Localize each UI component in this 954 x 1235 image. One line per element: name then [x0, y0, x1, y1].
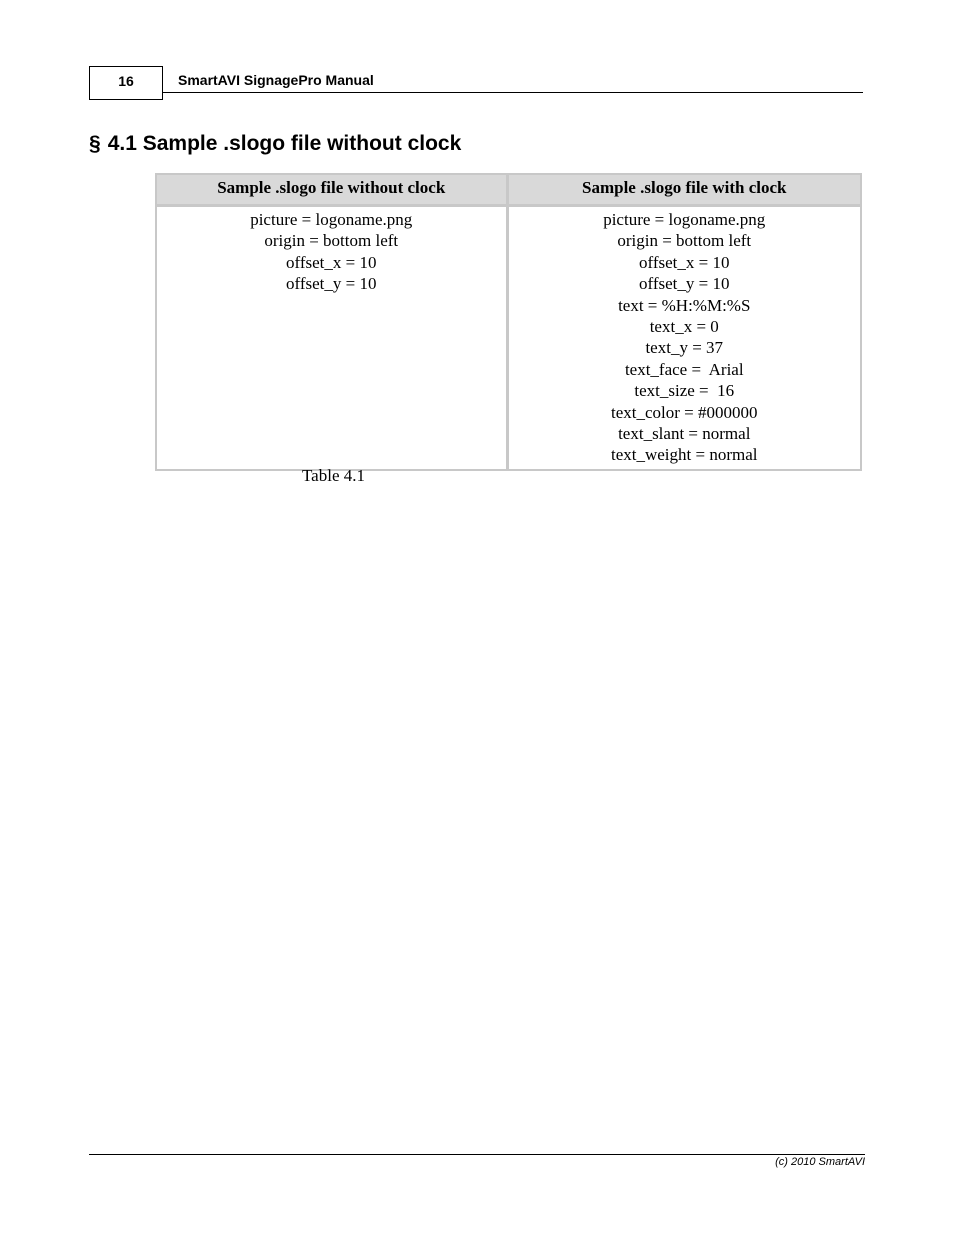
config-line: picture = logoname.png: [250, 210, 413, 229]
config-line: offset_x = 10: [286, 252, 377, 272]
config-line: text_size = 16: [634, 381, 735, 401]
section-marker: §: [89, 132, 101, 155]
section-heading: [89, 132, 461, 156]
config-line: text_color = #000000: [610, 402, 758, 422]
config-line: origin = bottom left: [617, 231, 752, 251]
config-line: text_y = 37: [645, 338, 724, 358]
header-rule: [163, 92, 863, 93]
config-line: picture = logoname.png: [603, 210, 766, 229]
config-line: offset_y = 10: [639, 274, 730, 294]
config-line: offset_y = 10: [286, 274, 377, 294]
sample-table-container: [155, 173, 862, 471]
config-line: text_face = Arial: [624, 359, 744, 379]
table-header-row: [157, 175, 860, 207]
section-title: 4.1 Sample .slogo file without clock: [107, 132, 462, 155]
config-line: offset_x = 10: [639, 252, 730, 272]
running-header-title: SmartAVI SignagePro Manual: [178, 72, 374, 88]
column-header-with-clock: Sample .slogo file with clock: [509, 175, 861, 207]
config-line: text = %H:%M:%S: [618, 295, 751, 315]
footer-rule: [89, 1154, 865, 1155]
config-line: text_slant = normal: [618, 424, 751, 444]
config-line: text_weight = normal: [610, 445, 758, 465]
page-number: 16: [89, 66, 163, 100]
table-row: [157, 207, 860, 469]
sample-table: [155, 173, 862, 471]
table-caption: [155, 466, 862, 486]
config-line: text_x = 0: [649, 317, 719, 337]
cell-without-clock: [157, 207, 509, 469]
cell-with-clock: [509, 207, 861, 469]
config-line: origin = bottom left: [264, 231, 399, 251]
column-header-without-clock: Sample .slogo file without clock: [157, 175, 509, 207]
table-caption-text: Table 4.1: [301, 466, 365, 485]
footer-copyright: (c) 2010 SmartAVI: [775, 1156, 865, 1168]
